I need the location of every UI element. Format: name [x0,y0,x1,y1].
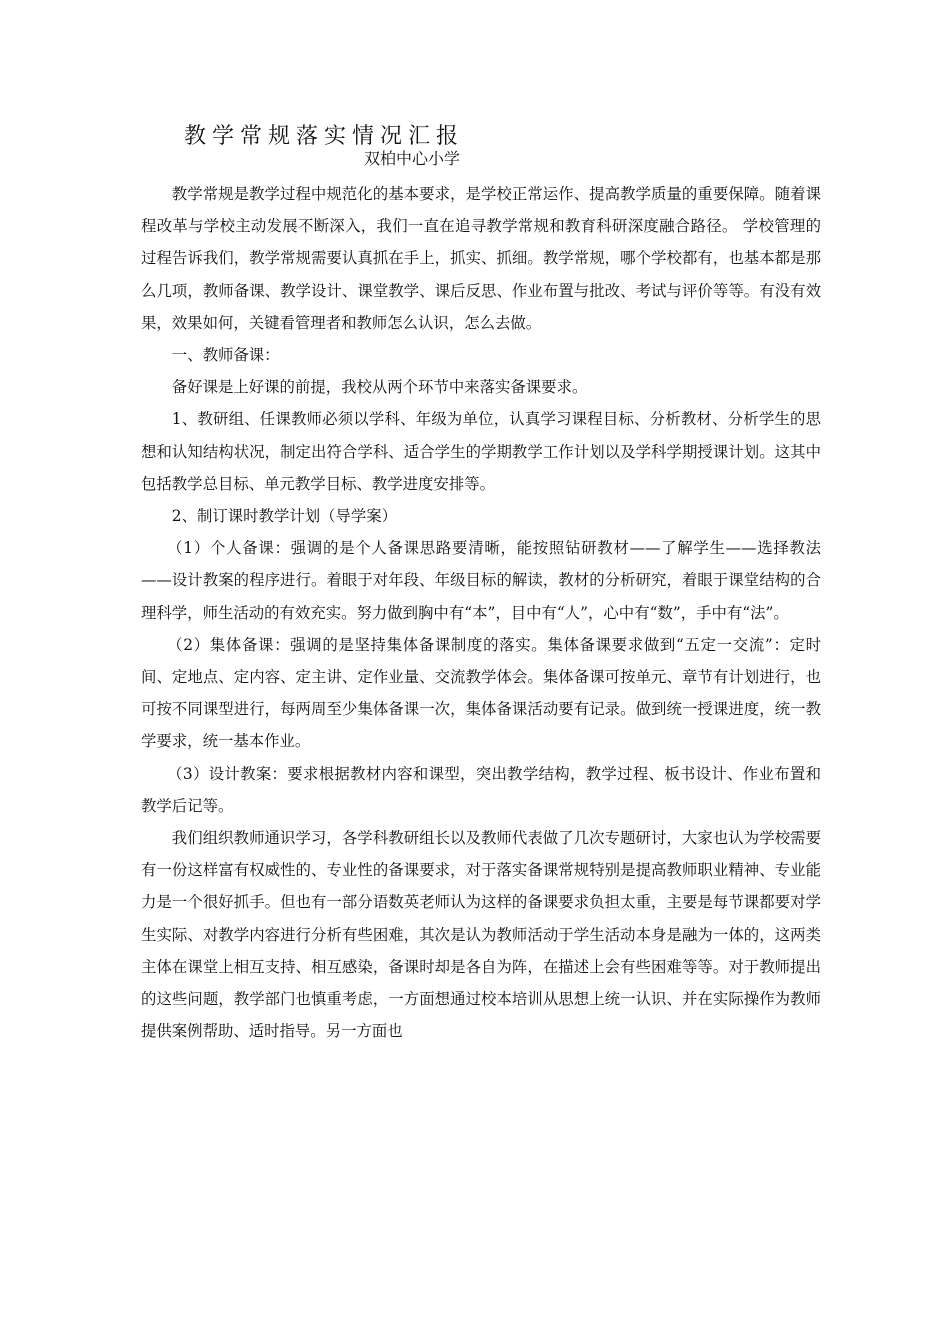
document-body [141,178,821,1047]
intro-paragraph: 教学常规是教学过程中规范化的基本要求，是学校正常运作、提高教学质量的重要保障。随着课程改革与学校主动发展不断深入，我们一直在追寻教学常规和教育科研深度融合路径。 学校管理的过程告诉我们，教学常规需要认真抓在手上，抓实、抓细。教学常规，哪个学校都有，也基本都是那么几项，教师备课、教学设计、课堂教学、课后反思、作业布置与批改、考试与评价等等。有没有效果，效果如何，关键看管理者和教师怎么认识，怎么去做。 [141,185,821,332]
section-heading-teacher-preparation: 一、教师备课： [171,346,280,365]
body-paragraph: （3）设计教案：要求根据教材内容和课型，突出教学结构，教学过程、板书设计、作业布置和教学后记等。 [141,764,821,815]
body-paragraph: 我们组织教师通识学习，各学科教研组长以及教师代表做了几次专题研讨，大家也认为学校需要有一份这样富有权威性的、专业性的备课要求，对于落实备课常规特别是提高教师职业精神、专业能力是一个很好抓手。但也有一部分语数英老师认为这样的备课要求负担太重，主要是每节课都要对学生实际、对教学内容进行分析有些困难，其次是认为教师活动于学生活动本身是融为一体的，这两类主体在课堂上相互支持、相互感染，备课时却是各自为阵，在描述上会有些困难等等。对于教师提出的这些问题，教学部门也慎重考虑，一方面想通过校本培训从思想上统一认识、并在实际操作为教师提供案例帮助、适时指导。另一方面也 [141,829,821,1041]
body-paragraph: 1、教研组、任课教师必须以学科、年级为单位，认真学习课程目标、分析教材、分析学生的思想和认知结构状况，制定出符合学科、适合学生的学期教学工作计划以及学科学期授课计划。这其中包括教学总目标、单元教学目标、教学进度安排等。 [141,410,821,493]
body-paragraph: （1）个人备课：强调的是个人备课思路要清晰，能按照钻研教材——了解学生——选择教法——设计教案的程序进行。着眼于对年段、年级目标的解读，教材的分析研究，着眼于课堂结构的合理科学，师生活动的有效充实。努力做到胸中有“本”，目中有“人”，心中有“数”，手中有“法”。 [141,539,821,622]
document-title: 教学常规落实情况汇报 [184,124,465,149]
body-paragraph: （2）集体备课：强调的是坚持集体备课制度的落实。集体备课要求做到“五定一交流”：定时间、定地点、定内容、定主讲、定作业量、交流教学体会。集体备课可按单元、章节有计划进行，也可按不同课型进行，每两周至少集体备课一次，集体备课活动要有记录。做到统一授课进度，统一教学要求，统一基本作业。 [141,635,821,751]
document-subtitle: 双柏中心小学 [364,149,461,168]
subsection-heading: 2、制订课时教学计划（导学案） [171,507,398,526]
body-paragraph: 备好课是上好课的前提，我校从两个环节中来落实备课要求。 [171,378,588,397]
